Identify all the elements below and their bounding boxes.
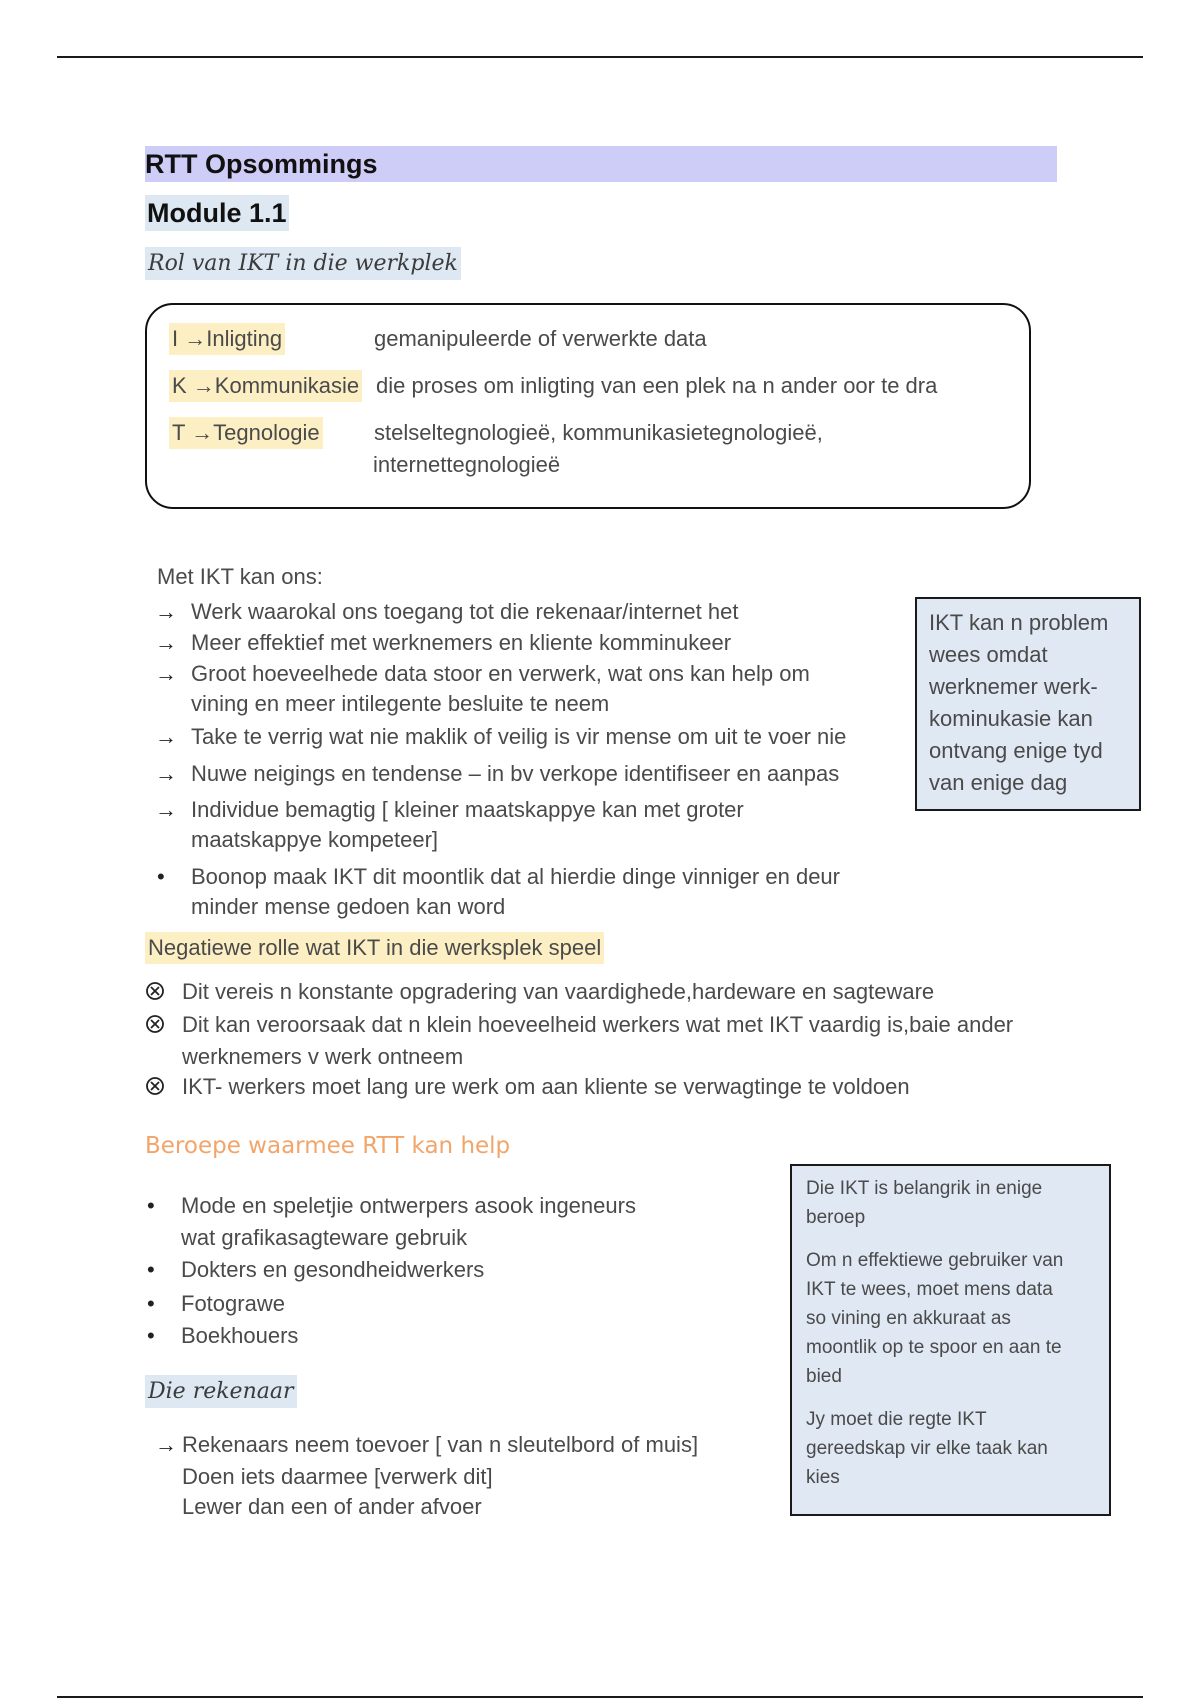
circle-x-icon [145,981,175,1001]
bullet-icon: • [147,1257,155,1282]
definition-text-continued: internettegnologieë [373,452,561,477]
ikt-importance-note-box [790,1164,1111,1516]
professions-heading: Beroepe waarmee RTT kan help [145,1133,511,1159]
computer-heading: Die rekenaar [145,1375,297,1408]
document-title: RTT Opsommings [145,146,1057,182]
note-paragraph: Om n effektiewe gebruiker van IKT te wees, moet mens data so vining en akkuraat as moontlik op te spoor en aan te bied [806,1250,1064,1387]
definition-text: stelseltegnologieë, kommunikasietegnologieë, [374,420,823,445]
arrow-icon: → [155,661,177,686]
definition-row: T →Tegnologie [169,417,323,449]
arrow-icon: → [155,761,177,786]
top-rule [57,56,1143,58]
arrow-icon: → [155,630,177,655]
bullet-icon: • [147,1291,155,1316]
definition-text: die proses om inligting van een plek na n ander oor te dra [376,373,938,398]
arrow-icon: → [155,797,177,822]
bottom-rule [57,1696,1143,1698]
bullet-icon: • [147,1193,155,1218]
circle-x-icon [145,1076,175,1096]
definition-row: I →Inligting [169,323,285,355]
circle-x-icon [145,1014,175,1034]
module-heading: Module 1.1 [145,195,289,231]
arrow-icon: → [155,1432,177,1457]
arrow-icon: → [155,724,177,749]
bullet-icon: • [157,864,165,889]
note-paragraph: Die IKT is belangrik in enige beroep [806,1178,1043,1228]
arrow-icon: → [155,599,177,624]
definition-text: gemanipuleerde of verwerkte data [374,326,707,351]
note-paragraph: Jy moet die regte IKT gereedskap vir elke taak kan kies [806,1409,1048,1488]
negative-roles-heading: Negatiewe rolle wat IKT in die werksplek speel [145,932,604,964]
bullet-icon: • [147,1323,155,1348]
section-subtitle: Rol van IKT in die werkplek [145,247,461,280]
problem-note-box: IKT kan n problem wees omdat werknemer werk- kominukasie kan ontvang enige tyd van enige dag [915,597,1141,811]
ikt-definition-box [145,303,1031,509]
definition-row: K →Kommunikasie [169,370,362,402]
met-ikt-intro: Met IKT kan ons: [157,564,323,589]
